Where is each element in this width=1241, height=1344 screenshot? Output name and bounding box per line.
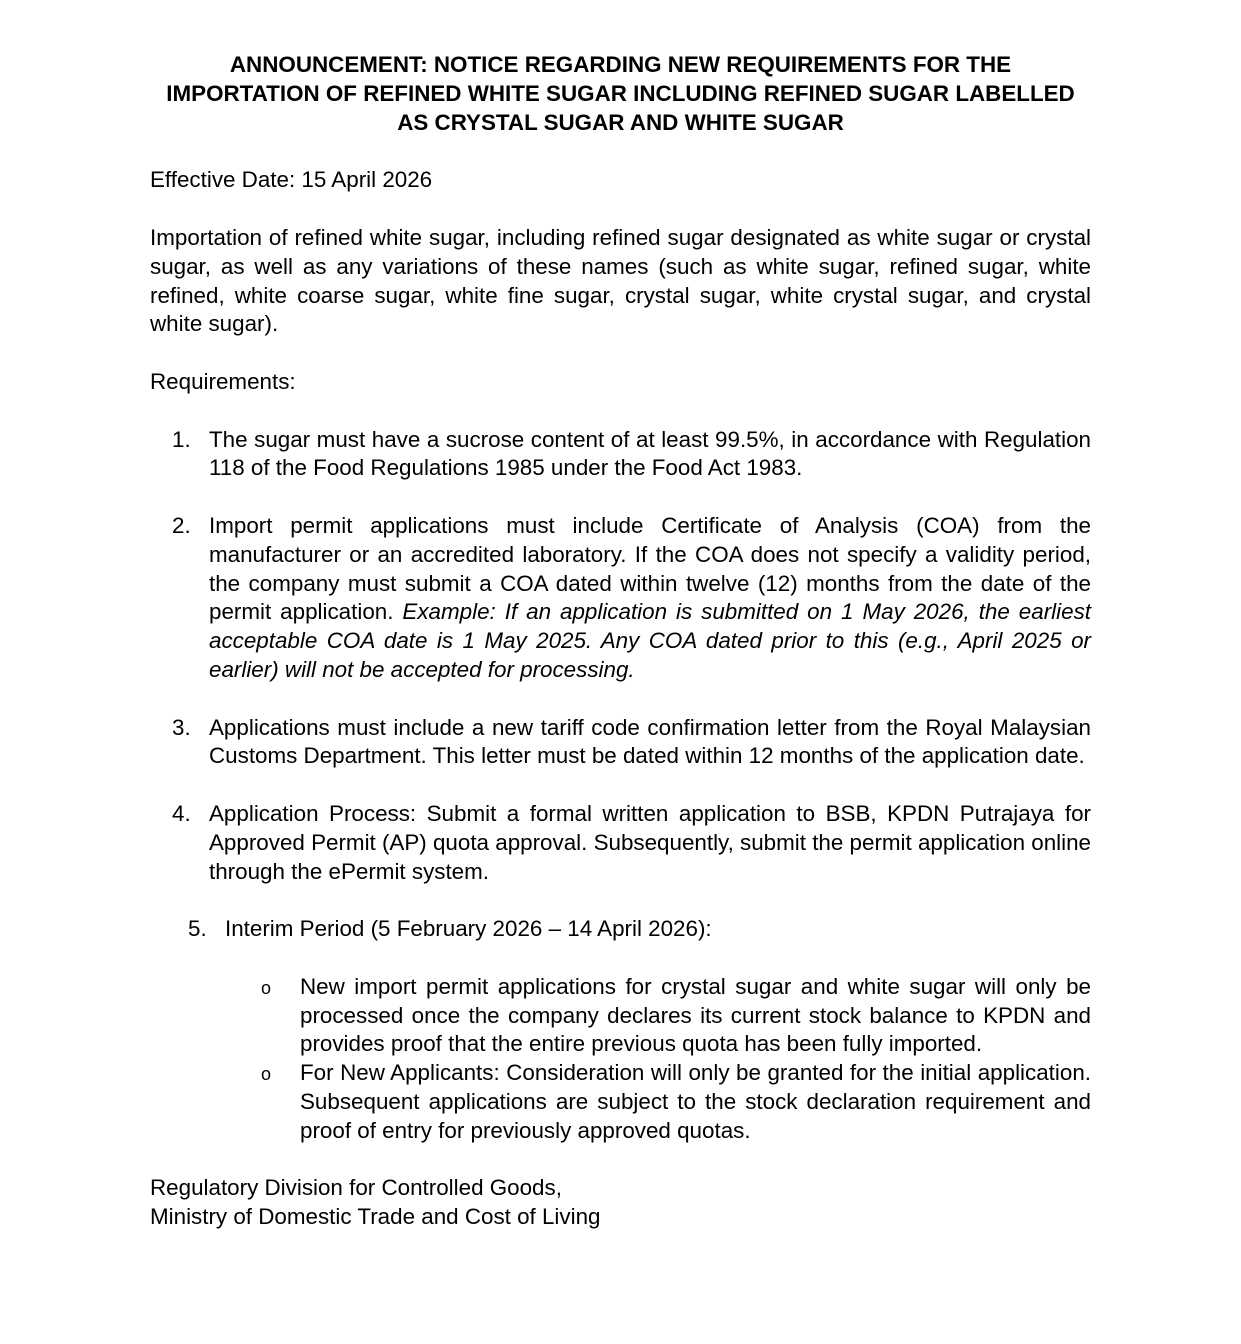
requirements-list [150, 426, 1091, 1146]
requirement-number: 1. [172, 426, 191, 452]
signature-division: Regulatory Division for Controlled Goods, [150, 1175, 562, 1201]
requirement-item-3 [150, 714, 1091, 772]
signature-ministry: Ministry of Domestic Trade and Cost of Living [150, 1204, 601, 1230]
sub-list-item [150, 973, 1091, 1059]
requirement-number: 5. [188, 916, 207, 942]
requirement-text: Applications must include a new tariff code confirmation letter from the Royal Malaysian Customs Department. This letter must be dated within 12 months of the application date. [209, 714, 1091, 769]
requirement-text: The sugar must have a sucrose content of at least 99.5%, in accordance with Regulation 118 of the Food Regulations 1985 under the Food Act 1983. [209, 426, 1091, 481]
requirement-item-2 [150, 512, 1091, 685]
circle-bullet-icon: o [261, 977, 272, 998]
page-title: ANNOUNCEMENT: NOTICE REGARDING NEW REQUIREMENTS FOR THE IMPORTATION OF REFINED WHITE SUGAR INCLUDING REFINED SUGAR LABELLED AS CRYSTAL SUGAR AND WHITE SUGAR [166, 52, 1075, 135]
requirement-number: 4. [172, 800, 191, 826]
requirement-item-1 [150, 426, 1091, 484]
document-page [150, 51, 1091, 1232]
requirement-number: 2. [172, 512, 191, 538]
interim-sub-list [150, 973, 1091, 1146]
effective-date: Effective Date: 15 April 2026 [150, 167, 433, 193]
signature-block [150, 1174, 1091, 1232]
requirement-text: Application Process: Submit a formal written application to BSB, KPDN Putrajaya for Approved Permit (AP) quota approval. Subsequently, submit the permit application online through the ePermit system. [209, 800, 1092, 884]
requirement-number: 3. [172, 714, 191, 740]
requirement-item-5 [150, 915, 1091, 1145]
sub-item-text: For New Applicants: Consideration will only be granted for the initial application. Subsequent applications are subject to the stock declaration requirement and proof of entry for previously approved quotas. [300, 1060, 1091, 1143]
intro-paragraph: Importation of refined white sugar, including refined sugar designated as white sugar or crystal sugar, as well as any variations of these names (such as white sugar, refined sugar, white refined, white coarse sugar, white fine sugar, crystal sugar, white crystal sugar, and crystal white sugar). [150, 224, 1091, 337]
requirement-item-4 [150, 800, 1091, 886]
requirements-heading: Requirements: [150, 368, 296, 394]
requirement-example: Example: If an application is submitted on 1 May 2026, the earliest acceptable COA date is 1 May 2025. Any COA dated prior to this (e.g., April 2025 or earlier) will not be accepted for processing. [209, 599, 1091, 682]
circle-bullet-icon: o [261, 1064, 272, 1085]
requirement-text: Interim Period (5 February 2026 – 14 April 2026): [225, 916, 712, 942]
sub-list-item [150, 1059, 1091, 1145]
requirement-text: Import permit applications must include Certificate of Analysis (COA) from the manufacturer or an accredited laboratory. If the COA does not specify a validity period, the company must submit a COA dated within twelve (12) months from the date of the permit application. [209, 512, 1091, 625]
sub-item-text: New import permit applications for crystal sugar and white sugar will only be processed once the company declares its current stock balance to KPDN and provides proof that the entire previous quota has been fully imported. [300, 973, 1091, 1057]
